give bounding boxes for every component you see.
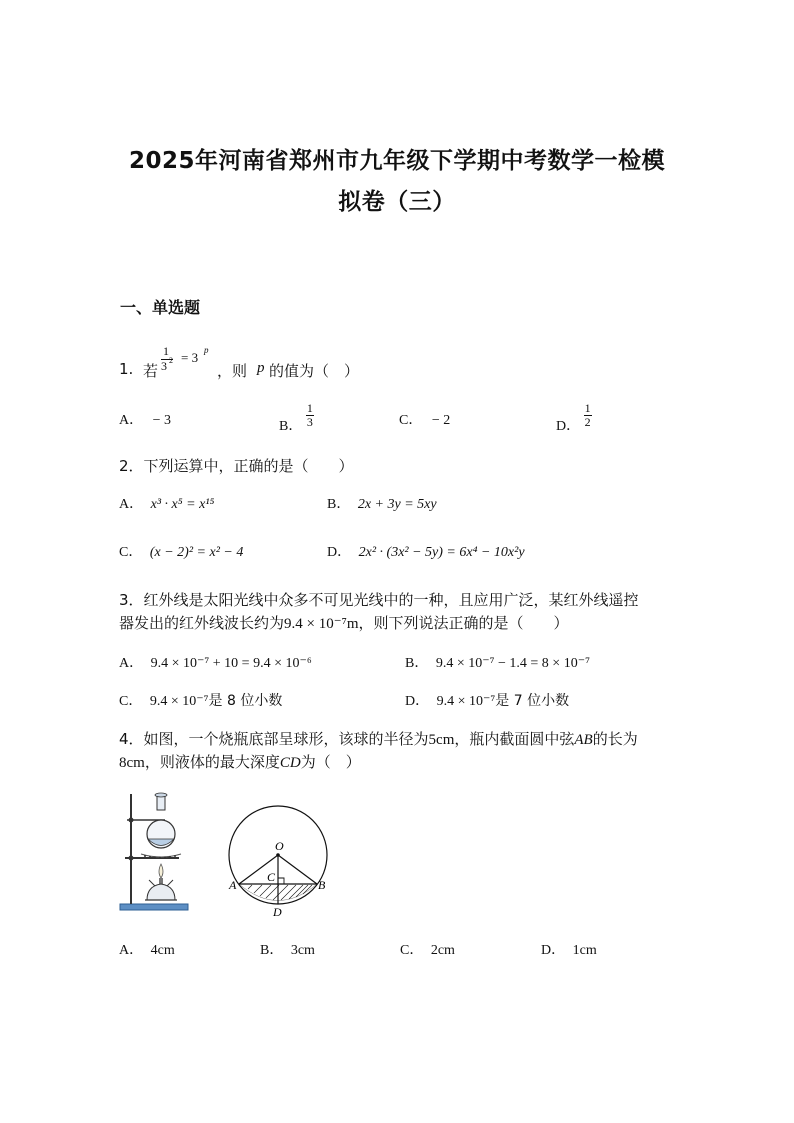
option-b[interactable]: B． 3cm xyxy=(260,943,315,958)
option-b[interactable]: B． $\frac{1}{3}$ xyxy=(279,401,313,434)
option-b[interactable]: B． 9.4 × 10⁻⁷ − 1.4 = 8 × 10⁻⁷ xyxy=(405,656,590,671)
question-prefix: 若 xyxy=(143,362,159,380)
option-c[interactable]: C． 9.4 × 10⁻⁷是 8 位小数 xyxy=(119,693,283,709)
option-c[interactable]: C． (x − 2)² = x² − 4 xyxy=(119,545,244,560)
question-text: ，则 xyxy=(217,362,248,380)
variable-p: p xyxy=(257,360,265,376)
section-heading: 一、单选题 xyxy=(120,298,201,317)
fraction-exponent: 2 xyxy=(169,356,173,365)
rhs-exponent: p xyxy=(204,345,209,355)
label-o: O xyxy=(275,839,284,853)
option-d[interactable]: D． $\frac{1}{2}$ xyxy=(556,401,591,434)
fraction-denominator: 3 xyxy=(161,359,167,373)
option-c[interactable]: C． − 2 xyxy=(399,413,451,428)
option-a[interactable]: A． 9.4 × 10⁻⁷ + 10 = 9.4 × 10⁻⁶ xyxy=(119,656,312,671)
option-c[interactable]: C． 2cm xyxy=(400,943,455,958)
fraction: $\frac{1}{2}$ xyxy=(584,401,591,429)
question-1 xyxy=(119,344,679,384)
question-number: 1. xyxy=(119,360,134,378)
question-3-line1: 3．红外线是太阳光线中众多不可见光线中的一种，且应用广泛，某红外线遥控 xyxy=(119,591,639,609)
label-a: A xyxy=(229,878,237,892)
flask-apparatus-image xyxy=(117,790,197,914)
question-4-line1: 4．如图，一个烧瓶底部呈球形，该球的半径为5cm，瓶内截面圆中弦AB的长为 xyxy=(119,730,638,748)
question-2: 2．下列运算中，正确的是（ ） xyxy=(119,457,354,475)
question-text-2: 的值为（ ） xyxy=(269,362,360,380)
option-d[interactable]: D． 1cm xyxy=(541,943,597,958)
equation-rhs: = 3 xyxy=(181,350,199,365)
option-a[interactable]: A． x³ · x⁵ = x¹⁵ xyxy=(119,497,215,512)
wavelength-value: 9.4 × 10⁻⁷m xyxy=(284,616,359,632)
option-a[interactable]: A． 4cm xyxy=(119,943,175,958)
option-a[interactable]: A． − 3 xyxy=(119,413,172,428)
label-c: C xyxy=(267,870,276,884)
option-d[interactable]: D． 9.4 × 10⁻⁷是 7 位小数 xyxy=(405,693,570,709)
fraction: $\frac{1}{3}$ xyxy=(306,401,313,429)
label-d: D xyxy=(273,905,282,919)
option-b[interactable]: B． 2x + 3y = 5xy xyxy=(327,497,437,512)
fraction-numerator: 1 xyxy=(163,344,169,358)
page-title: 2025年河南省郑州市九年级下学期中考数学一检模 xyxy=(128,148,665,174)
option-d[interactable]: D． 2x² · (3x² − 5y) = 6x⁴ − 10x²y xyxy=(327,545,525,560)
circle-geometry-diagram xyxy=(226,805,336,920)
question-3-line2: 器发出的红外线波长约为9.4 × 10⁻⁷m，则下列说法正确的是（ ） xyxy=(119,614,569,632)
page-title-line2: 拟卷（三） xyxy=(338,189,456,215)
question-4-line2: 8cm，则液体的最大深度CD为（ ） xyxy=(119,753,361,771)
label-b: B xyxy=(318,878,326,892)
